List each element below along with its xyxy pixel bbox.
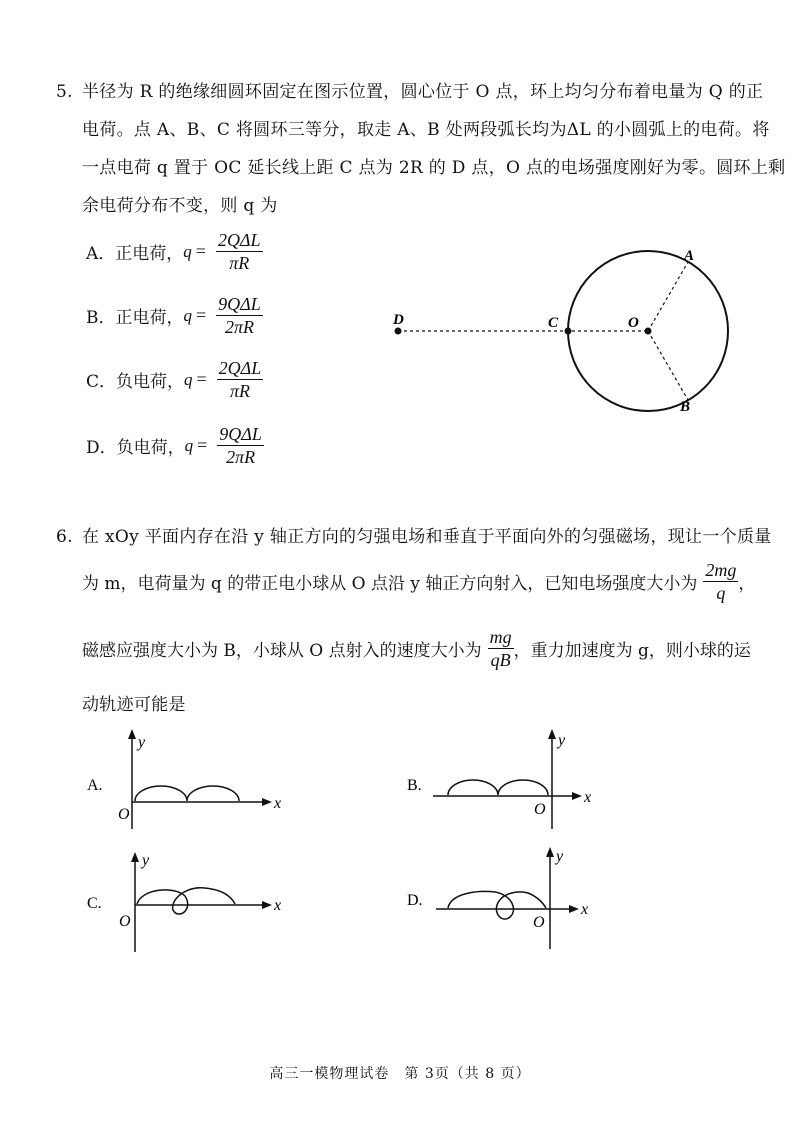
- option-label: A.: [87, 777, 103, 794]
- x-label: x: [274, 897, 282, 914]
- option-label: C．负电荷，: [86, 372, 185, 392]
- label-d: D: [393, 312, 404, 328]
- point-d: [395, 328, 402, 335]
- option-eq: =: [196, 305, 207, 325]
- y-label: y: [556, 848, 564, 865]
- page-footer: 高三一模物理试卷 第 3页（共 8 页）: [269, 1066, 531, 1082]
- y-arrow-icon: [546, 847, 554, 857]
- q5-line2: 电荷。点 A、B、C 将圆环三等分，取走 A、B 处两段弧长均为ΔL 的小圆弧上的电荷。将: [82, 120, 770, 140]
- q6-line2: 为 m，电荷量为 q 的带正电小球从 O 点沿 y 轴正方向射入，已知电场强度大小为 $\frac{2mg}{q}$ ，: [82, 560, 756, 603]
- q5-number: 5.: [56, 82, 73, 102]
- speed-fraction: $\frac{mg}{qB}$: [489, 627, 512, 670]
- q5-option-a[interactable]: [86, 230, 263, 273]
- trajectory: [448, 780, 548, 795]
- y-arrow-icon: [548, 729, 556, 739]
- q6-line1: 在 xOy 平面内存在沿 y 轴正方向的匀强电场和垂直于平面向外的匀强磁场，现让一个质量: [82, 527, 772, 547]
- option-fraction: $\frac{\text{9QΔL}}{2\pi R}$: [219, 424, 262, 467]
- option-label: C.: [87, 895, 102, 912]
- q5-line4: 余电荷分布不变，则 q 为: [82, 196, 278, 216]
- field-fraction: $\frac{2mg}{q}$: [705, 560, 737, 603]
- x-label: x: [584, 789, 592, 806]
- point-o: [645, 328, 652, 335]
- x-label: x: [274, 795, 282, 812]
- option-var: q: [183, 305, 192, 325]
- y-label: y: [138, 734, 146, 751]
- label-o: O: [628, 315, 639, 331]
- x-arrow-icon: [262, 901, 272, 909]
- option-var: q: [184, 435, 194, 455]
- point-c: [565, 328, 572, 335]
- option-label: D．负电荷，: [86, 438, 185, 458]
- q6-option-a[interactable]: [80, 725, 300, 835]
- origin-label: O: [118, 806, 130, 823]
- option-eq: =: [195, 241, 206, 261]
- y-label: y: [142, 852, 150, 869]
- q6-number: 6.: [56, 527, 73, 547]
- q6-option-d[interactable]: [400, 845, 620, 955]
- origin-label: O: [119, 913, 131, 930]
- trajectory: [137, 888, 235, 914]
- q6-option-c[interactable]: [80, 848, 300, 958]
- y-arrow-icon: [131, 852, 139, 862]
- q5-line3: 一点电荷 q 置于 OC 延长线上距 C 点为 2R 的 D 点，O 点的电场强度刚好为零。圆环上剩: [82, 158, 786, 178]
- label-c: C: [548, 315, 559, 331]
- trajectory: [135, 786, 239, 801]
- q6-line4: 动轨迹可能是: [82, 695, 186, 715]
- option-label: B．正电荷，: [86, 308, 184, 328]
- oa-dashed-line: [648, 262, 688, 331]
- option-label: A．正电荷，: [86, 244, 184, 264]
- y-label: y: [558, 732, 566, 749]
- option-fraction: $\frac{\text{2QΔL}}{\pi R}$: [218, 358, 262, 401]
- x-arrow-icon: [262, 798, 272, 806]
- q5-circle-figure: [380, 230, 740, 430]
- option-fraction: $\frac{\text{2QΔL}}{\pi R}$: [217, 230, 261, 273]
- q6-line3: 磁感应强度大小为 B，小球从 O 点射入的速度大小为 $\frac{mg}{qB}$ ，重力加速度为 g，则小球的运: [82, 627, 751, 670]
- x-arrow-icon: [569, 905, 579, 913]
- option-eq: =: [197, 435, 208, 455]
- q5-option-c[interactable]: [86, 358, 263, 401]
- trajectory: [448, 891, 546, 919]
- option-fraction: $\frac{\text{9QΔL}}{2\pi R}$: [218, 294, 261, 337]
- q5-option-d[interactable]: [86, 424, 264, 467]
- x-label: x: [581, 901, 589, 918]
- option-label: D.: [407, 892, 423, 909]
- option-eq: =: [196, 369, 207, 389]
- option-label: B.: [407, 777, 422, 794]
- ob-dashed-line: [648, 331, 688, 400]
- q6-option-b[interactable]: [400, 725, 620, 835]
- label-a: A: [684, 248, 695, 264]
- origin-label: O: [534, 801, 546, 818]
- option-var: q: [183, 241, 192, 261]
- label-b: B: [680, 399, 691, 415]
- q5-option-b[interactable]: [86, 294, 263, 337]
- q5-line1: 半径为 R 的绝缘细圆环固定在图示位置，圆心位于 O 点，环上均匀分布着电量为 Q 的正: [82, 82, 764, 102]
- origin-label: O: [533, 914, 545, 931]
- y-arrow-icon: [128, 729, 136, 739]
- option-var: q: [184, 369, 193, 389]
- x-arrow-icon: [572, 792, 582, 800]
